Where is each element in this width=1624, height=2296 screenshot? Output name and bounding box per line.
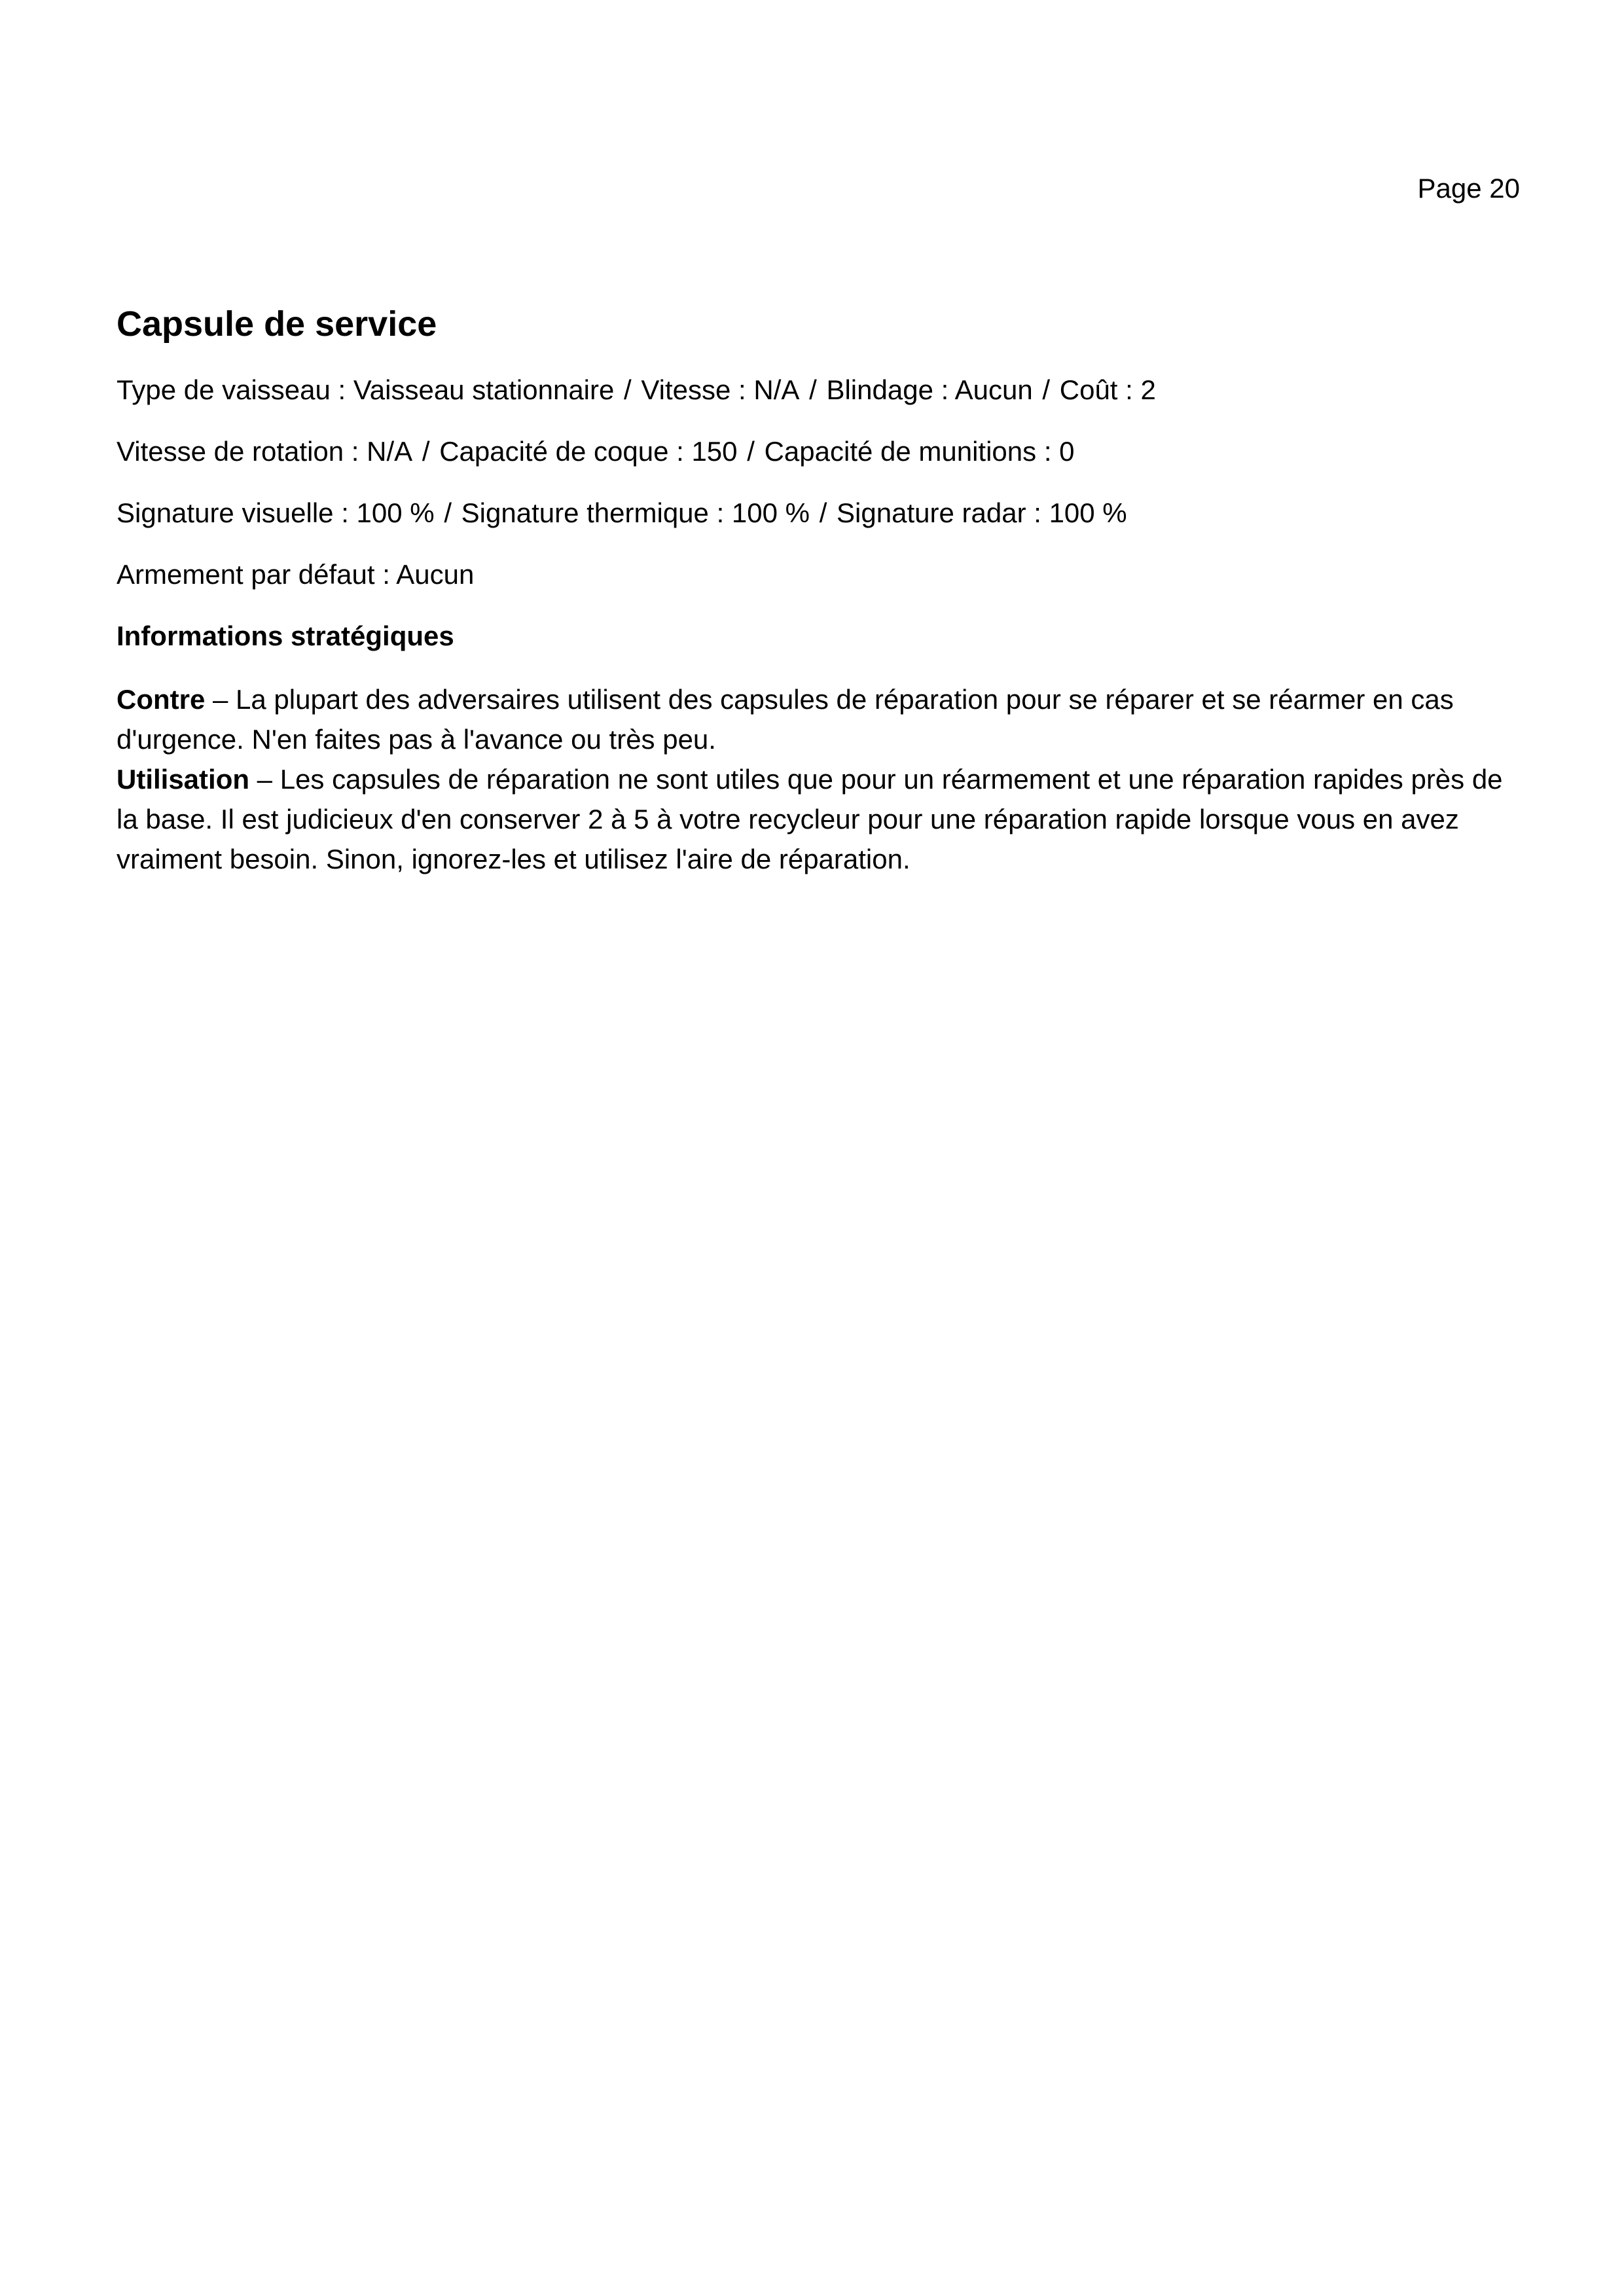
stat-radar-signature: Signature radar : 100 % [837,497,1127,528]
stats-line-3 [117,496,1517,530]
separator: / [1042,374,1051,405]
stat-ship-type: Type de vaisseau : Vaisseau stationnaire [117,374,615,405]
page-number: Page 20 [1417,173,1520,204]
stat-cost: Coût : 2 [1059,374,1156,405]
separator: / [422,436,430,467]
separator: / [809,374,817,405]
separator: / [624,374,632,405]
strategy-counter-paragraph [117,679,1517,759]
stat-ammo-capacity: Capacité de munitions : 0 [764,436,1075,467]
stat-speed: Vitesse : N/A [641,374,800,405]
separator: / [819,497,827,528]
stat-visual-signature: Signature visuelle : 100 % [117,497,435,528]
page-content [117,301,1517,879]
stats-line-2 [117,435,1517,469]
stats-line-1 [117,373,1517,407]
stats-line-4 [117,558,1517,592]
stat-hull-capacity: Capacité de coque : 150 [439,436,738,467]
strategy-heading: Informations stratégiques [117,620,454,651]
stat-rotation-speed: Vitesse de rotation : N/A [117,436,413,467]
separator: / [747,436,755,467]
stat-default-weapons: Armement par défaut : Aucun [117,559,475,590]
counter-label: Contre [117,684,206,715]
stat-armor: Blindage : Aucun [826,374,1033,405]
stat-thermal-signature: Signature thermique : 100 % [461,497,810,528]
separator: / [444,497,452,528]
section-title: Capsule de service [117,304,437,344]
usage-text: – Les capsules de réparation ne sont utiles que pour un réarmement et une réparation rapides près de la base. Il est judicieux d'en conserver 2 à 5 à votre recycleur pour une réparation rapide lorsque vous en avez vraiment besoin. Sinon, ignorez-les et utilisez l'aire de réparation. [117,764,1503,874]
strategy-usage-paragraph [117,759,1517,879]
counter-text: – La plupart des adversaires utilisent des capsules de réparation pour se réparer et se réarmer en cas d'urgence. N'en faites pas à l'avance ou très peu. [117,684,1454,755]
usage-label: Utilisation [117,764,250,795]
